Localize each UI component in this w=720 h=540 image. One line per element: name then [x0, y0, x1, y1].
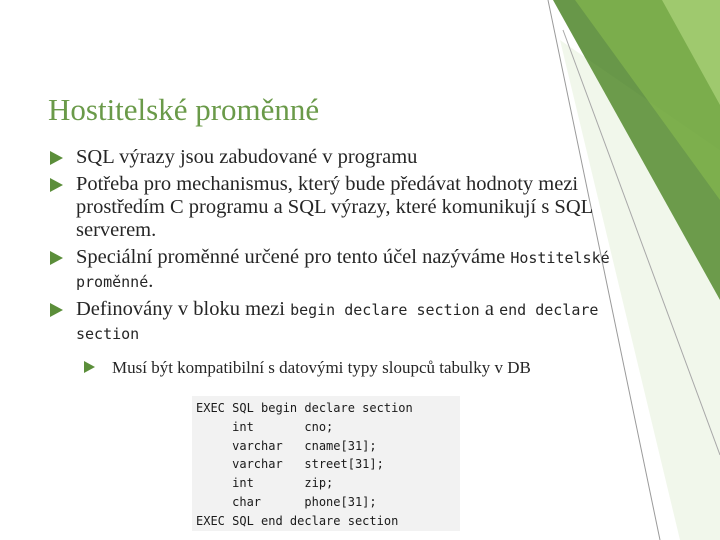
bullet-text: Potřeba pro mechanismus, který bude předávat hodnoty mezi prostředím C programu a SQL výrazy, které komunikují s SQL serverem.: [76, 173, 593, 241]
bullet-strong-term: Hostitelské proměnné: [76, 249, 610, 291]
code-line: EXEC SQL begin declare section: [196, 401, 413, 415]
inline-code-begin: begin declare section: [290, 301, 480, 319]
right-triangle-arrow-icon: [50, 303, 63, 317]
inline-code-end: end declare section: [76, 301, 599, 343]
sub-bullet-item: [82, 358, 610, 378]
right-triangle-arrow-icon: [50, 151, 63, 165]
bullet-text-mid: a: [479, 298, 500, 320]
bullet-item: [50, 146, 610, 169]
right-triangle-arrow-icon: [84, 361, 95, 373]
code-line: EXEC SQL end declare section: [196, 513, 399, 528]
bullet-text-end: .: [148, 270, 154, 292]
sub-bullet-text: Musí být kompatibilní s datovými typy sloupců tabulky v DB: [112, 358, 531, 377]
bullet-item: [50, 173, 610, 242]
bullet-item: [50, 298, 610, 346]
code-block: [192, 396, 460, 531]
bullet-list: [50, 146, 610, 378]
right-triangle-arrow-icon: [50, 251, 63, 265]
bullet-text: SQL výrazy jsou zabudované v programu: [76, 146, 418, 168]
code-line: int cno;: [196, 419, 334, 434]
bullet-item: [50, 246, 610, 294]
code-line: varchar street[31];: [196, 457, 384, 472]
code-line: char phone[31];: [196, 494, 377, 509]
code-line: varchar cname[31];: [196, 438, 377, 453]
bullet-text: Speciální proměnné určené pro tento účel nazýváme: [76, 246, 511, 268]
bullet-text: Definovány v bloku mezi: [76, 298, 291, 320]
right-triangle-arrow-icon: [50, 178, 63, 192]
code-line: int zip;: [196, 476, 334, 491]
slide-title: Hostitelské proměnné: [48, 92, 320, 127]
